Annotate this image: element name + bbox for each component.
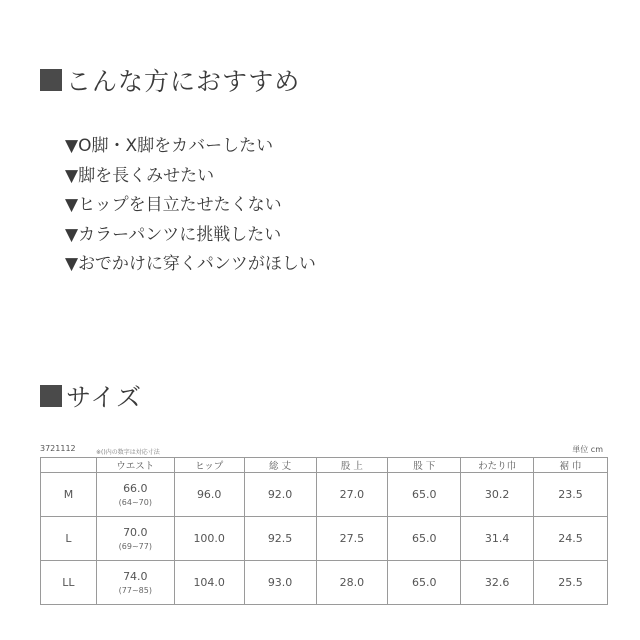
inseam-cell: 65.0 bbox=[388, 517, 461, 561]
waist-range: (64~70) bbox=[118, 498, 152, 507]
header-cell-waist: ウエスト bbox=[96, 458, 174, 473]
hem-cell: 24.5 bbox=[534, 517, 608, 561]
recommend-section-title bbox=[40, 62, 300, 98]
size-label-cell: L bbox=[41, 517, 97, 561]
total-length-cell: 92.0 bbox=[244, 473, 316, 517]
waist-range: (77~85) bbox=[118, 586, 152, 595]
waist-value: 70.0 bbox=[123, 526, 148, 539]
recommend-item: ▼脚を長くみせたい bbox=[65, 165, 215, 186]
waist-cell bbox=[96, 561, 174, 605]
waist-cell bbox=[96, 473, 174, 517]
thigh-cell: 30.2 bbox=[461, 473, 534, 517]
recommend-item: ▼カラーパンツに挑戦したい bbox=[65, 224, 282, 245]
waist-value: 74.0 bbox=[123, 570, 148, 583]
square-bullet-icon bbox=[40, 385, 62, 407]
recommend-item: ▼ヒップを目立たせたくない bbox=[65, 195, 282, 215]
rise-cell: 28.0 bbox=[316, 561, 388, 605]
header-cell-empty bbox=[41, 458, 97, 473]
table-row bbox=[41, 561, 608, 605]
header-cell-hip: ヒップ bbox=[174, 458, 244, 473]
waist-range: (69~77) bbox=[118, 542, 152, 551]
size-table-header-row bbox=[41, 458, 608, 473]
waist-cell bbox=[96, 517, 174, 561]
header-cell-inseam: 股 下 bbox=[388, 458, 461, 473]
rise-cell: 27.0 bbox=[316, 473, 388, 517]
hem-cell: 25.5 bbox=[534, 561, 608, 605]
recommend-list bbox=[65, 132, 316, 280]
size-section-title bbox=[40, 378, 142, 414]
total-length-cell: 92.5 bbox=[244, 517, 316, 561]
waist-value: 66.0 bbox=[123, 482, 148, 495]
header-cell-thigh: わたり巾 bbox=[461, 458, 534, 473]
table-row bbox=[41, 517, 608, 561]
table-row bbox=[41, 473, 608, 517]
header-cell-rise: 股 上 bbox=[316, 458, 388, 473]
hip-cell: 96.0 bbox=[174, 473, 244, 517]
hip-cell: 100.0 bbox=[174, 517, 244, 561]
recommend-item: ▼O脚・X脚をカバーしたい bbox=[65, 136, 274, 156]
size-note: ※()内の数字は対応寸法 bbox=[96, 449, 160, 456]
thigh-cell: 32.6 bbox=[461, 561, 534, 605]
header-cell-total-length: 総 丈 bbox=[244, 458, 316, 473]
recommend-title-text: こんな方におすすめ bbox=[66, 67, 301, 96]
size-table bbox=[40, 457, 608, 605]
size-label-cell: M bbox=[41, 473, 97, 517]
inseam-cell: 65.0 bbox=[388, 561, 461, 605]
recommend-item: ▼おでかけに穿くパンツがほしい bbox=[65, 254, 316, 274]
inseam-cell: 65.0 bbox=[388, 473, 461, 517]
unit-label: 単位 cm bbox=[572, 445, 603, 454]
header-cell-hem: 裾 巾 bbox=[534, 458, 608, 473]
thigh-cell: 31.4 bbox=[461, 517, 534, 561]
hem-cell: 23.5 bbox=[534, 473, 608, 517]
hip-cell: 104.0 bbox=[174, 561, 244, 605]
size-title-text: サイズ bbox=[66, 383, 143, 412]
rise-cell: 27.5 bbox=[316, 517, 388, 561]
size-label-cell: LL bbox=[41, 561, 97, 605]
total-length-cell: 93.0 bbox=[244, 561, 316, 605]
square-bullet-icon bbox=[40, 69, 62, 91]
product-code: 3721112 bbox=[40, 444, 76, 453]
